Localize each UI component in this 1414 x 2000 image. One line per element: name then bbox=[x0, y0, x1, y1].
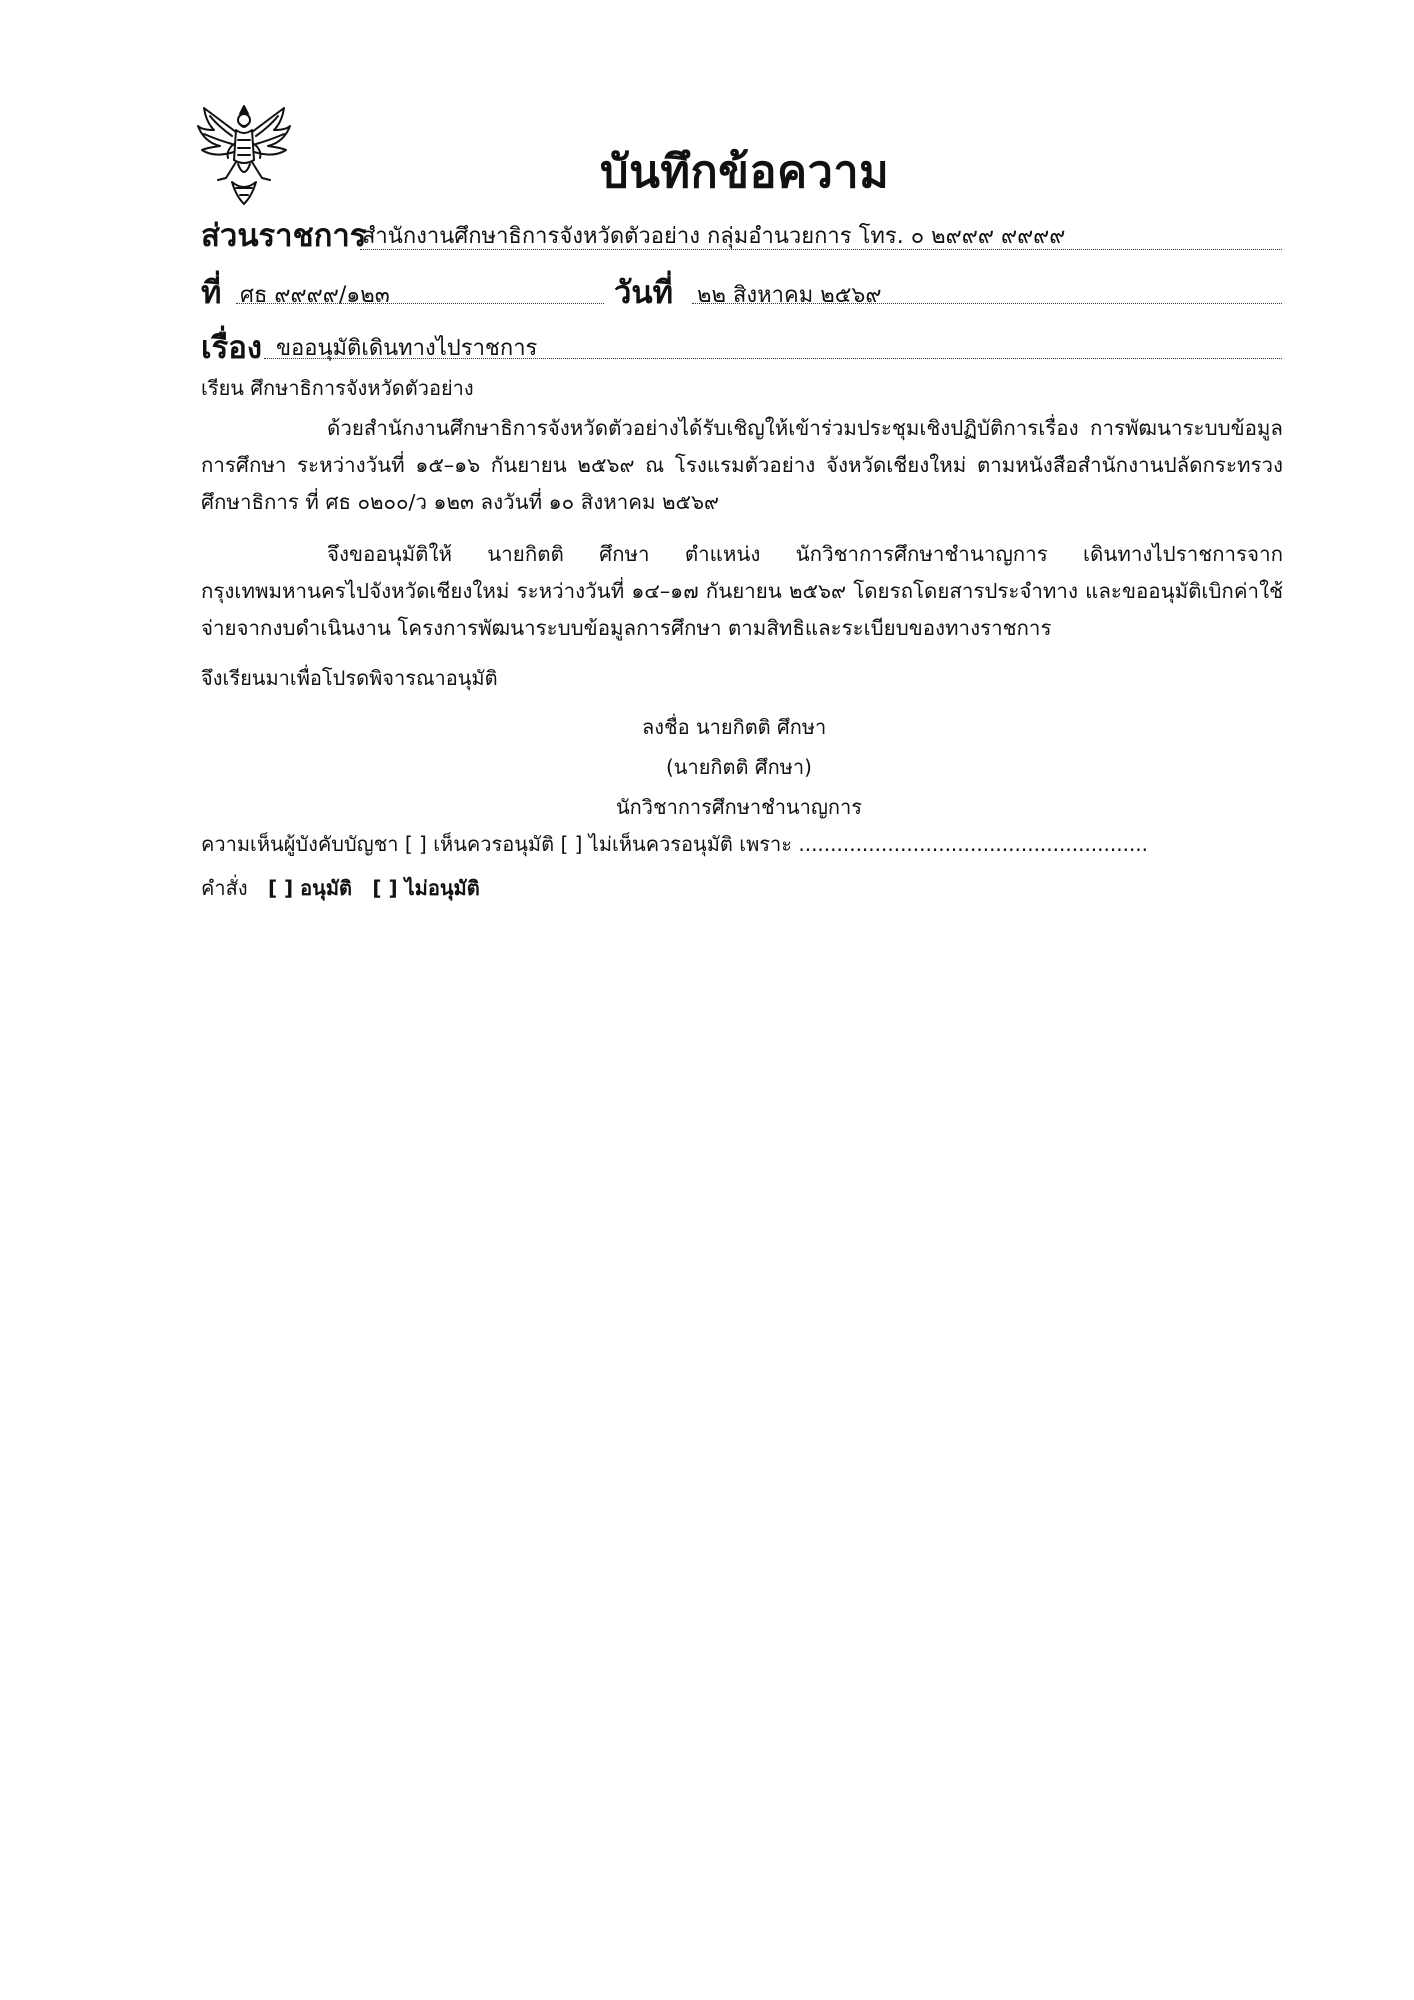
signatory-name: (นายกิตติ ศึกษา) bbox=[666, 755, 812, 779]
subject-label: เรื่อง bbox=[201, 330, 263, 366]
supervisor-opinion: ความเห็นผู้บังคับบัญชา [ ] เห็นควรอนุมัติ [ ] ไม่เห็นควรอนุมัติ เพราะ ....................................................... bbox=[201, 832, 1149, 856]
agency-label: ส่วนราชการ bbox=[201, 218, 367, 254]
subject-value: ขออนุมัติเดินทางไปราชการ bbox=[276, 336, 538, 361]
order-line bbox=[201, 872, 480, 904]
body-paragraph-2: จึงขออนุมัติให้ นายกิตติ ศึกษา ตำแหน่ง นักวิชาการศึกษาชำนาญการ เดินทางไปราชการจากกรุงเทพมหานครไปจังหวัดเชียงใหม่ ระหว่างวันที่ ๑๔–๑๗ กันยายน ๒๕๖๙ โดยรถโดยสารประจำทาง และขออนุมัติเบิกค่าใช้จ่ายจากงบดำเนินงาน โครงการพัฒนาระบบข้อมูลการศึกษา ตามสิทธิและระเบียบของทางราชการ bbox=[201, 542, 1283, 640]
order-approve-option: [ ] อนุมัติ bbox=[267, 876, 353, 900]
date-dotted-line bbox=[692, 303, 1282, 304]
signatory-position: นักวิชาการศึกษาชำนาญการ bbox=[616, 795, 862, 819]
salutation: เรียน ศึกษาธิการจังหวัดตัวอย่าง bbox=[201, 376, 474, 400]
agency-value: สำนักงานศึกษาธิการจังหวัดตัวอย่าง กลุ่มอำนวยการ โทร. ๐ ๒๙๙๙ ๙๙๙๙ bbox=[362, 224, 1066, 249]
reference-value: ศธ ๙๙๙๙/๑๒๓ bbox=[240, 283, 390, 308]
subject-dotted-line bbox=[264, 358, 1282, 359]
order-reject-option: [ ] ไม่อนุมัติ bbox=[372, 876, 480, 900]
reference-dotted-line bbox=[236, 303, 604, 304]
body-paragraph-1: ด้วยสำนักงานศึกษาธิการจังหวัดตัวอย่างได้รับเชิญให้เข้าร่วมประชุมเชิงปฏิบัติการเรื่อง การพัฒนาระบบข้อมูลการศึกษา ระหว่างวันที่ ๑๕–๑๖ กันยายน ๒๕๖๙ ณ โรงแรมตัวอย่าง จังหวัดเชียงใหม่ ตามหนังสือสำนักงานปลัดกระทรวงศึกษาธิการ ที่ ศธ ๐๒๐๐/ว ๑๒๓ ลงวันที่ ๑๐ สิงหาคม ๒๕๖๙ bbox=[201, 416, 1283, 514]
signature-line: ลงชื่อ นายกิตติ ศึกษา bbox=[642, 715, 827, 739]
document-title: บันทึกข้อความ bbox=[600, 145, 890, 198]
closing-line: จึงเรียนมาเพื่อโปรดพิจารณาอนุมัติ bbox=[201, 666, 498, 690]
order-label: คำสั่ง bbox=[201, 876, 248, 900]
date-label: วันที่ bbox=[614, 275, 674, 311]
date-value: ๒๒ สิงหาคม ๒๕๖๙ bbox=[697, 283, 882, 308]
reference-label: ที่ bbox=[201, 275, 222, 311]
garuda-emblem-icon bbox=[196, 100, 292, 206]
agency-dotted-line bbox=[360, 249, 1282, 250]
